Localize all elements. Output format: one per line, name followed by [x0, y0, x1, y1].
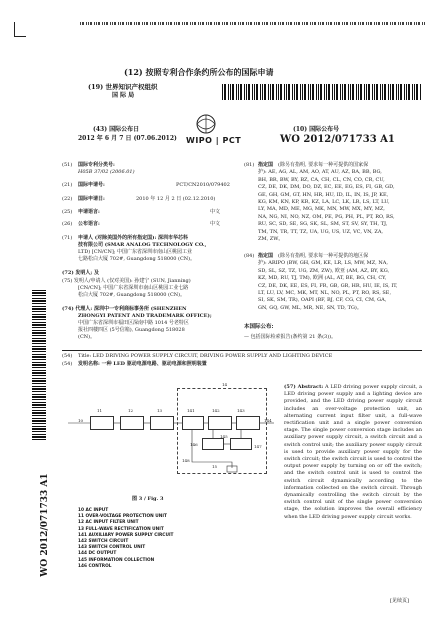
- pub-no-label: (10) 国际公布号: [293, 126, 340, 133]
- regional-label: 指定国: [258, 253, 274, 259]
- wipo-logo: [186, 112, 248, 146]
- field-21-label: 国际申请号:: [78, 182, 105, 188]
- published-label: 本国际公布:: [244, 324, 274, 330]
- field-22-num: (22): [62, 196, 73, 202]
- pub-date-label: (43) 国际公布日: [93, 126, 140, 133]
- regional-line: LT, LU, LV, MC, MK, MT, NL, NO, PL, PT, RO, RS, SE,: [258, 289, 392, 296]
- designated-line: (除另有指明, 要求每一种可提供的国家保: [278, 162, 369, 168]
- label-145: 145: [220, 434, 228, 439]
- regional-line: KZ, MD, RU, TJ, TM), 欧洲 (AL, AT, BE, BG, CH, CY,: [258, 275, 387, 282]
- field-25-value: 中文: [210, 209, 221, 215]
- field-25-label: 申请语言:: [78, 209, 100, 215]
- label-12: 12: [128, 408, 134, 413]
- legend-item: 143 SWITCH CONTROL UNIT: [78, 545, 146, 551]
- regional-num: (84): [244, 253, 255, 259]
- legend-item: 146 CONTROL: [78, 563, 112, 569]
- regional-line: (除另有指明, 要求每一种可提供的地区保: [278, 253, 369, 259]
- designated-line: NA, NG, NI, NO, NZ, OM, PE, PG, PH, PL, PT, RO, RS,: [258, 213, 395, 220]
- field-26-value: 中文: [210, 221, 221, 227]
- applicant-line-3: LTD) [CN/CN]; 中国广东省深圳市南山区桃园工业: [78, 249, 193, 255]
- field-51-value: H05B 37/02 (2006.01): [78, 169, 135, 175]
- figure-caption: 图 3 / Fig. 3: [132, 496, 164, 502]
- field-26-label: 公布语言:: [78, 221, 100, 227]
- agent-line-4: 报社四楼四区 (5号信箱), Guangdong 518028: [78, 327, 185, 333]
- designated-num: (81): [244, 162, 255, 168]
- label-11: 11: [97, 408, 103, 413]
- agent-line-1: (74) 代理人: 深圳中一专利商标事务所 (SHENZHEN: [62, 306, 187, 312]
- agent-line-2: ZHONGYI PATENT AND TRADEMARK OFFICE);: [78, 313, 212, 319]
- label-14: 14: [222, 382, 228, 387]
- legend-item: 10 AC INPUT: [78, 508, 109, 513]
- abstract-block: [284, 384, 422, 521]
- designated-line: LY, MA, MD, ME, MG, MK, MN, MW, MX, MY, MZ,: [258, 206, 385, 213]
- field-21-num: (21): [62, 182, 73, 188]
- title-en-text: Title: LED DRIVING POWER SUPPLY CIRCUIT, DRIVING POWER SUPPLY AND LIGHTING DEVICE: [78, 353, 333, 359]
- pub-date-value: 2012 年 6 月 7 日 (07.06.2012): [78, 135, 177, 142]
- legend-item: 145 INFORMATION COLLECTION: [78, 557, 155, 563]
- field-21-value: PCT/CN2010/079402: [176, 182, 230, 188]
- inventor-line-4: 松白大厦 702#, Guangdong 518000 (CN)。: [78, 292, 186, 298]
- published-item: — 包括国际检索报告(条约第 21 条(3))。: [244, 334, 337, 340]
- label-144: 144: [264, 418, 272, 423]
- doc-type-heading: (12) 按照专利合作条约所公布的国际申请: [124, 67, 274, 77]
- applicant-line-1: 申请人 (对除美国外的所有指定国): 深圳市华芯科: [78, 235, 189, 241]
- field-51-num: (51): [62, 162, 73, 168]
- designated-line: BH, BR, BW, BY, BZ, CA, CH, CL, CN, CO, CR, CU,: [258, 176, 385, 183]
- abstract-paragraph: [284, 384, 422, 521]
- legend-item: 11 OVER-VOLTAGE PROTECTION UNIT: [78, 514, 167, 520]
- title-cn-text: 发明名称: 一种 LED 驱动电源电路、驱动电源和照明装置: [78, 361, 207, 367]
- regional-line: CZ, DE, DK, EE, ES, FI, FR, GB, GR, HR, HU, IE, IS, IT,: [258, 282, 398, 289]
- regional-list: [258, 253, 398, 311]
- label-147: 147: [254, 444, 262, 449]
- label-10: 10: [78, 418, 84, 423]
- inventor-line-1: (72) 发明人; 及: [62, 270, 100, 276]
- field-51-label: 国际专利分类号:: [78, 162, 115, 168]
- regional-line: GN, GQ, GW, ML, MR, NE, SN, TD, TG)。: [258, 304, 362, 311]
- designated-label: 指定国: [258, 162, 274, 168]
- label-13: 13: [157, 408, 163, 413]
- side-pub-number: WO 2012/071733 A1: [40, 473, 50, 577]
- label-15: 15: [212, 464, 218, 469]
- designated-line: KG, KM, KN, KP, KR, KZ, LA, LC, LK, LR, LS, LT, LU,: [258, 198, 390, 205]
- applicant-line-2: 技有限公司 (SMAR ANALOG TECHNOLOGY CO.,: [78, 242, 207, 248]
- circuit-diagram: [62, 378, 277, 493]
- corner-mark-left: [14, 22, 15, 36]
- pub-no-value: WO 2012/071733 A1: [280, 134, 395, 145]
- continued-marker: [见续页]: [390, 598, 409, 604]
- agent-line-5: (CN)。: [78, 334, 96, 340]
- applicant-line-4: 七路松白大厦 702#, Guangdong 518000 (CN)。: [78, 256, 196, 262]
- org-line-1: (19) 世界知识产权组织: [88, 83, 158, 91]
- title-cn-num: (54): [62, 361, 73, 367]
- field-22-value: 2010 年 12 月 2 日 (02.12.2010): [136, 196, 216, 202]
- label-143: 143: [237, 408, 245, 413]
- regional-line: SD, SL, SZ, TZ, UG, ZM, ZW), 欧亚 (AM, AZ, BY, KG,: [258, 267, 390, 274]
- abstract-text: A LED driving power supply circuit, a LED driving power supply and a lighting device are provided, and the LED driving power supply circuit includes an over-voltage protection unit, an alternating current input filter unit, a full-wave rectification unit and a single power conversion stage. The single power conversion stage includes an auxiliary power supply circuit, a switch circuit and a switch control unit; the auxiliary power supply circuit is used to provide auxiliary power supply for the switch circuit; the switch circuit is used to control the output power supply by turning on or off the switch; and the switch control unit is used to control the switch circuit dynamically according to the information collected on the switch circuit. Through dynamically controlling the switch circuit by the switch control unit of the single power conversion stage, the solution improves the overall efficiency when the LED driving power supply circuit works.: [284, 384, 422, 520]
- title-en-num: (54): [62, 353, 73, 359]
- inventor-line-2: (75) 发明人/申请人 (仅对美国): 孙建宁 (SUN, Jianning): [62, 278, 191, 284]
- designated-line: 护): AE, AG, AL, AM, AO, AT, AU, AZ, BA, BB, BG,: [258, 169, 382, 176]
- abstract-label: (57) Abstract:: [284, 384, 324, 390]
- title-rule-top: [62, 350, 422, 351]
- agent-line-3: 中国广东省深圳市福田区深南中路 1014 号老特区: [78, 320, 189, 326]
- side-barcode: [32, 290, 46, 440]
- designated-list: [258, 162, 395, 242]
- field-22-label: 国际申请日:: [78, 196, 105, 202]
- corner-mark-left-h: [14, 36, 26, 37]
- field-25-num: (25): [62, 209, 73, 215]
- applicant-num: (71): [62, 235, 73, 241]
- org-line-2: 国 际 局: [112, 92, 135, 99]
- field-26-num: (26): [62, 221, 73, 227]
- inventor-line-3: [CN/CN]; 中国广东省深圳市南山区桃园工业七路: [78, 285, 189, 291]
- legend-item: 144 DC OUTPUT: [78, 551, 117, 557]
- circuit-wires: [62, 378, 277, 493]
- designated-line: CZ, DE, DK, DM, DO, DZ, EC, EE, EG, ES, FI, GB, GD,: [258, 184, 395, 191]
- regional-line: 护): ARIPO (BW, GH, GM, KE, LR, LS, MW, MZ, NA,: [258, 260, 388, 267]
- legend-item: 142 SWITCH CIRCUIT: [78, 539, 129, 545]
- wipo-pct-text: WIPO | PCT: [186, 136, 242, 145]
- label-146: 146: [190, 442, 198, 447]
- designated-line: TM, TN, TR, TT, TZ, UA, UG, US, UZ, VC, VN, ZA,: [258, 228, 384, 235]
- designated-line: ZM, ZW。: [258, 235, 284, 242]
- designated-line: GE, GH, GM, GT, HN, HR, HU, ID, IL, IN, IS, JP, KE,: [258, 191, 389, 198]
- top-barcode: [80, 22, 425, 25]
- label-141: 141: [187, 408, 195, 413]
- regional-line: SI, SK, SM, TR), OAPI (BF, BJ, CF, CG, CI, CM, GA,: [258, 297, 387, 304]
- header-barcode: [222, 84, 422, 100]
- label-142: 142: [212, 408, 220, 413]
- figure-legend: [78, 508, 173, 570]
- label-148: 148: [182, 458, 190, 463]
- legend-item: 141 AUXILIARY POWER SUPPLY CIRCUIT: [78, 532, 174, 538]
- legend-item: 13 FULL-WAVE RECTIFICATION UNIT: [78, 526, 164, 532]
- designated-line: RU, SC, SD, SE, SG, SK, SL, SM, ST, SV, SY, TH, TJ,: [258, 221, 388, 228]
- legend-item: 12 AC INPUT FILTER UNIT: [78, 520, 139, 526]
